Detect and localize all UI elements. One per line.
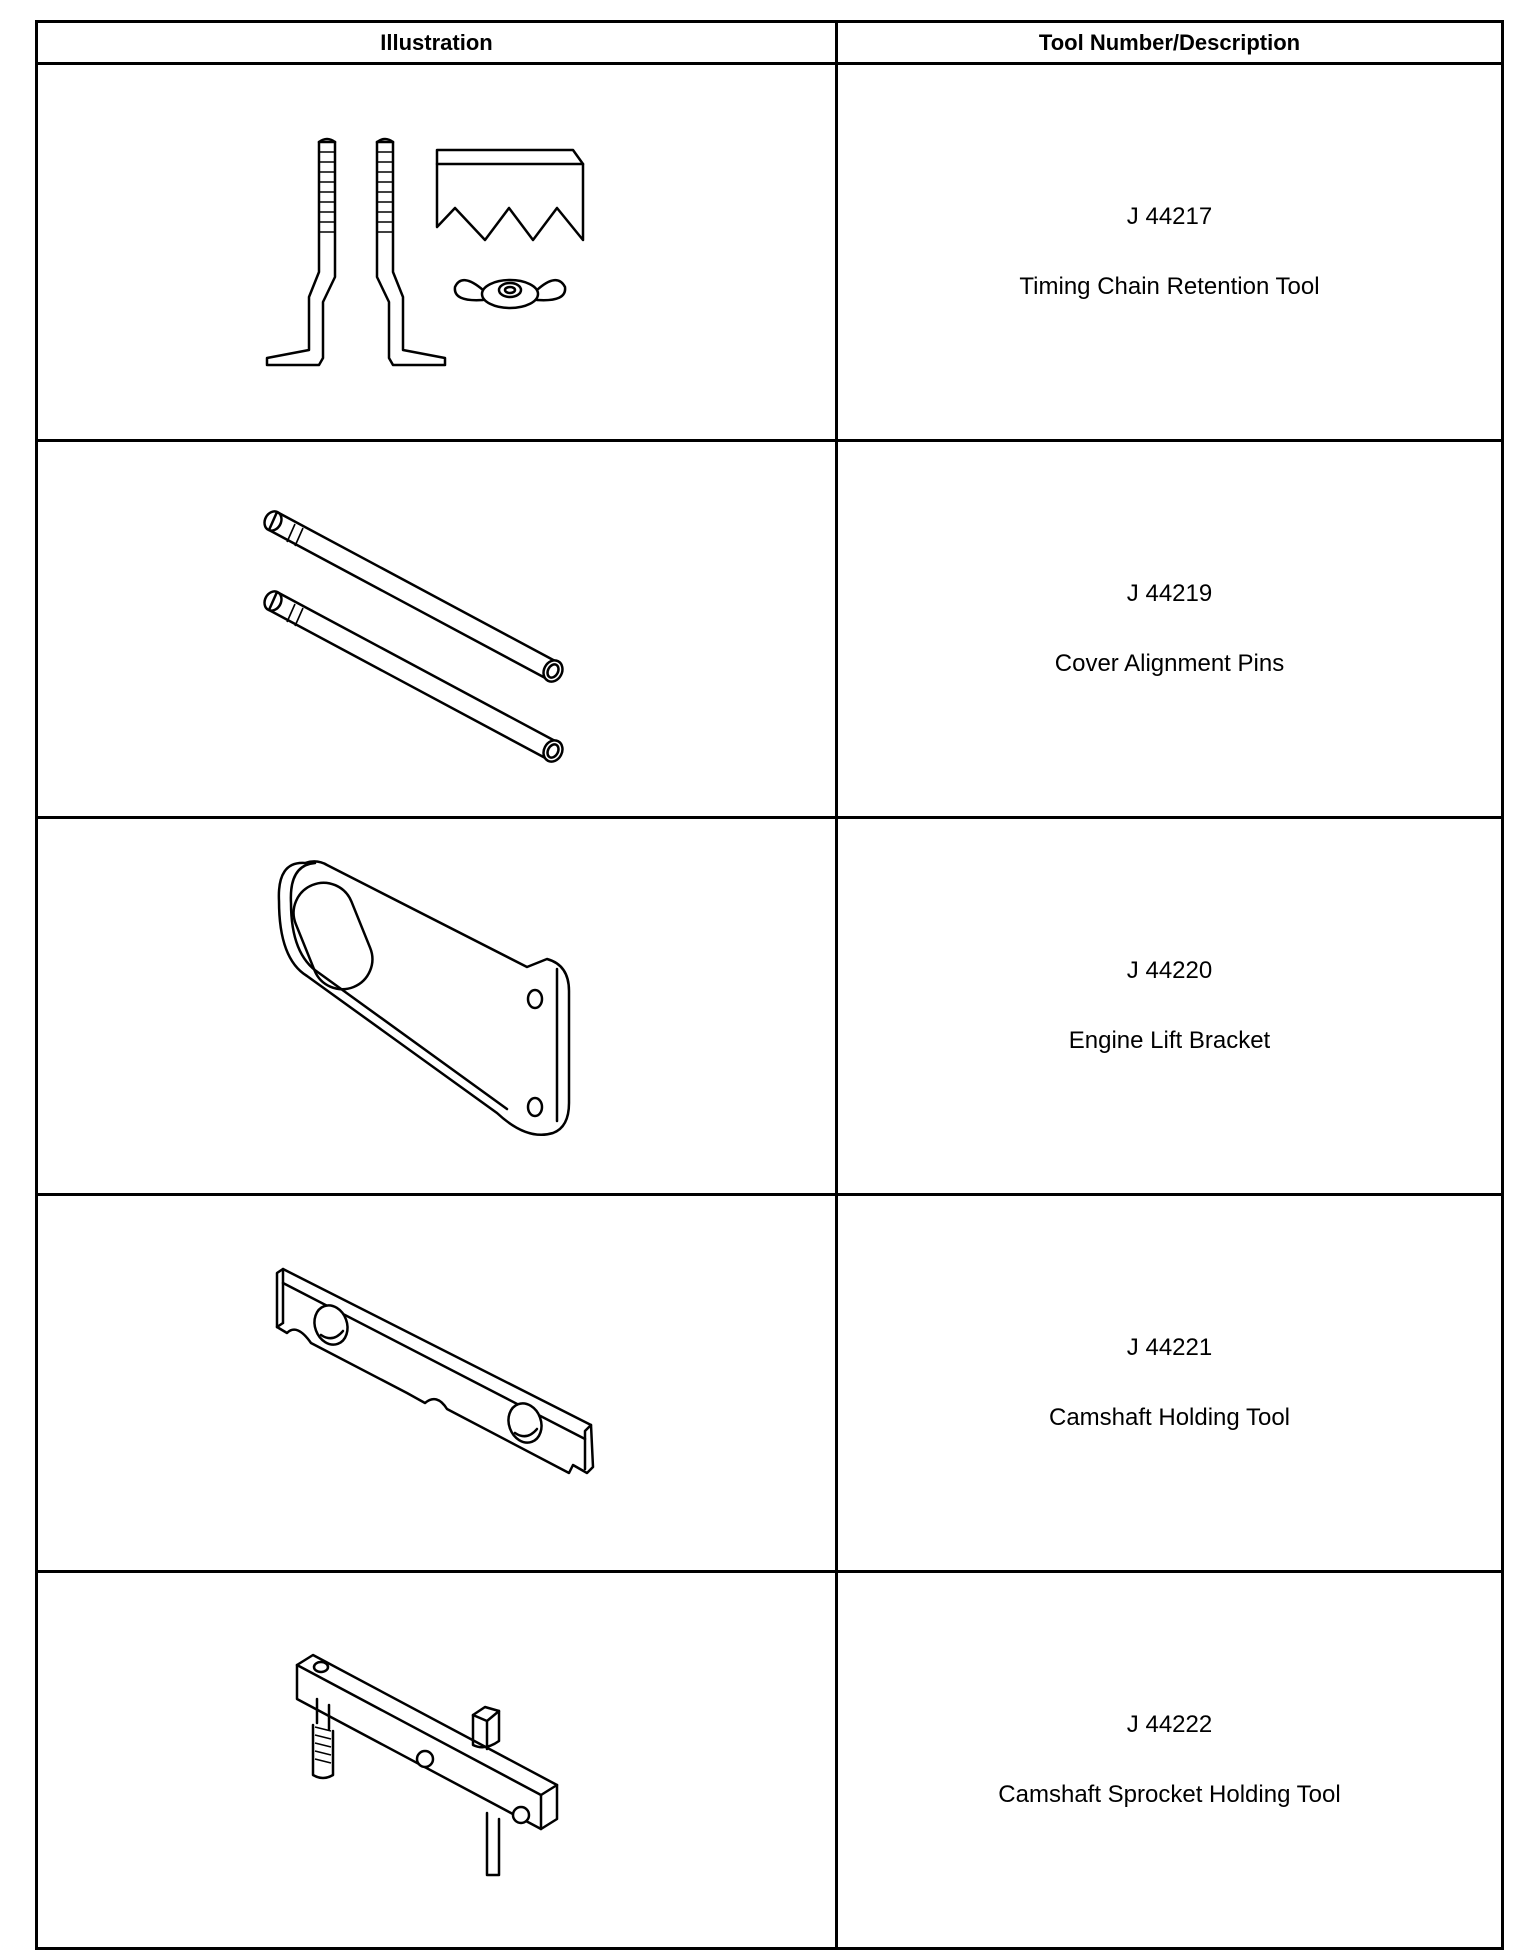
camshaft-holding-tool-icon — [257, 1253, 617, 1513]
description-cell — [837, 1195, 1503, 1572]
tool-number: J 44221 — [1126, 1334, 1213, 1361]
tool-description: Camshaft Holding Tool — [1048, 1404, 1291, 1431]
table-row — [37, 441, 1503, 818]
tool-description: Camshaft Sprocket Holding Tool — [998, 1781, 1341, 1808]
cover-alignment-pins-icon — [257, 484, 617, 774]
header-tool-number-description: Tool Number/Description — [837, 22, 1503, 64]
description-cell — [837, 1572, 1503, 1949]
illustration-cell — [37, 441, 837, 818]
tool-number: J 44222 — [1126, 1711, 1213, 1738]
description-cell — [837, 441, 1503, 818]
engine-lift-bracket-icon — [257, 841, 617, 1171]
table-row — [37, 64, 1503, 441]
table-row — [37, 1195, 1503, 1572]
illustration-cell — [37, 1195, 837, 1572]
table-row — [37, 1572, 1503, 1949]
tool-description: Engine Lift Bracket — [1068, 1027, 1271, 1054]
tool-number: J 44220 — [1126, 957, 1213, 984]
special-tools-table — [35, 20, 1504, 1950]
illustration-cell — [37, 818, 837, 1195]
tool-number: J 44219 — [1126, 580, 1213, 607]
illustration-cell — [37, 1572, 837, 1949]
header-row — [37, 22, 1503, 64]
description-cell — [837, 818, 1503, 1195]
timing-chain-retention-tool-icon — [257, 122, 617, 382]
camshaft-sprocket-holding-tool-icon — [257, 1635, 617, 1885]
tool-description: Timing Chain Retention Tool — [1019, 273, 1320, 300]
header-illustration: Illustration — [37, 22, 837, 64]
illustration-cell — [37, 64, 837, 441]
description-cell — [837, 64, 1503, 441]
tool-number: J 44217 — [1126, 203, 1213, 230]
tool-description: Cover Alignment Pins — [1054, 650, 1285, 677]
table-row — [37, 818, 1503, 1195]
